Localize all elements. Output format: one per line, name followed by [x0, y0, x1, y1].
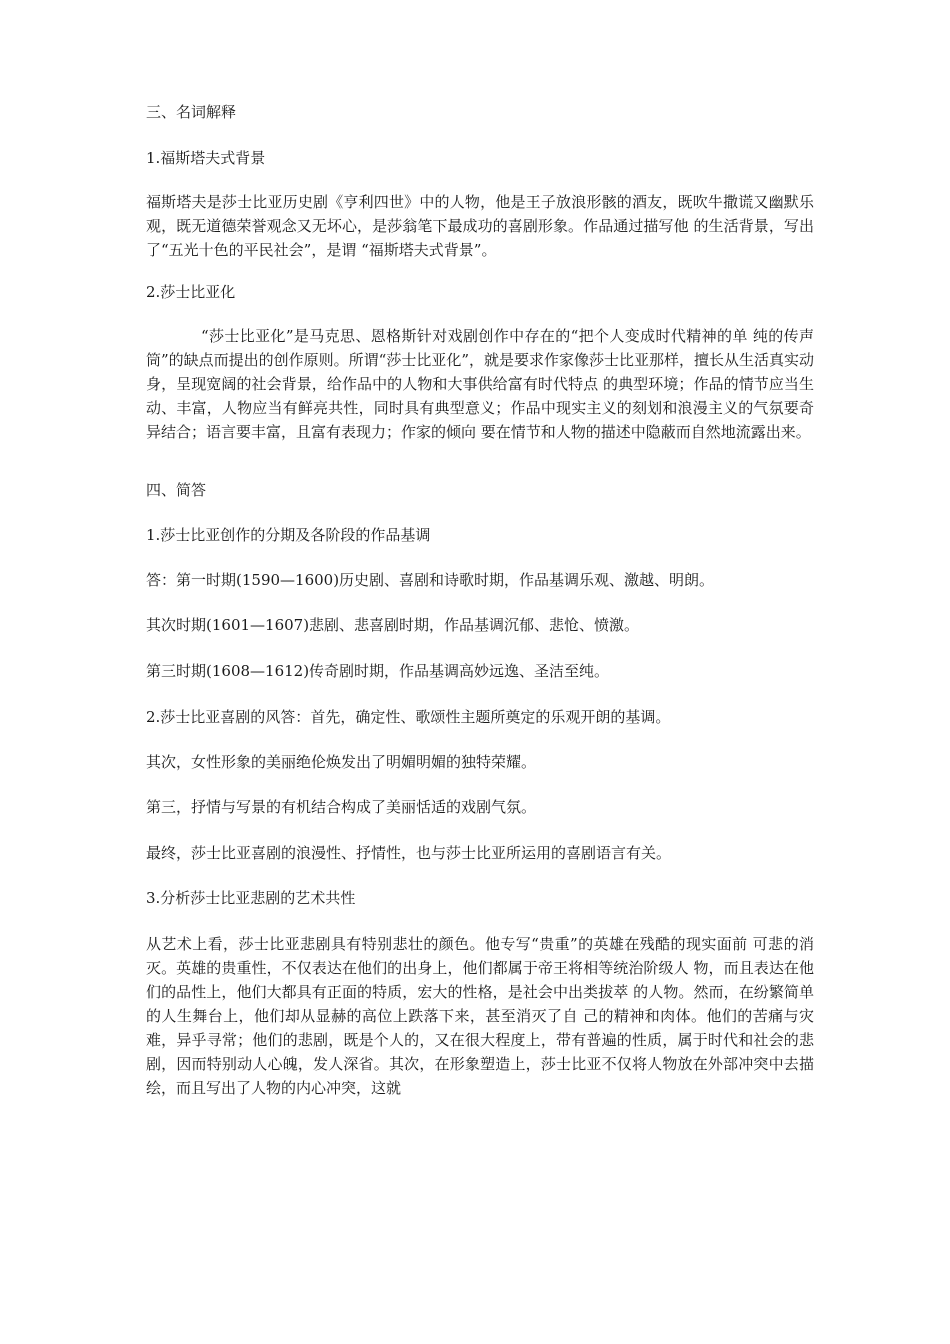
- term-title-falstaff: 1.福斯塔夫式背景: [146, 149, 266, 167]
- term-body-falstaff: 福斯塔夫是莎士比亚历史剧《亨利四世》中的人物，他是王子放浪形骸的酒友，既吹牛撒谎又幽默乐观，既无道德荣誉观念又无坏心，是莎翁笔下最成功的喜剧形象。作品通过描写他 的生活背景，写出了“五光十色的平民社会”，是谓 “福斯塔夫式背景”。: [146, 193, 814, 259]
- question-1-answer-line-1: 答：第一时期(1590—1600)历史剧、喜剧和诗歌时期，作品基调乐观、激越、明朗。: [146, 571, 715, 589]
- term-title-shakespeareanize: 2.莎士比亚化: [146, 283, 236, 301]
- section-heading-3: 三、名词解释: [146, 103, 237, 121]
- question-1-answer-line-3: 第三时期(1608—1612)传奇剧时期，作品基调高妙远逸、圣洁至纯。: [146, 662, 610, 680]
- section-heading-4: 四、简答: [146, 481, 207, 499]
- question-title-3: 3.分析莎士比亚悲剧的艺术共性: [146, 889, 356, 907]
- question-2-line-2: 其次，女性形象的美丽绝伦焕发出了明媚明媚的独特荣耀。: [146, 753, 537, 771]
- question-title-1: 1.莎士比亚创作的分期及各阶段的作品基调: [146, 526, 431, 544]
- question-2-line-4: 最终，莎士比亚喜剧的浪漫性、抒情性，也与莎士比亚所运用的喜剧语言有关。: [146, 844, 672, 862]
- term-body-shakespeareanize: “莎士比亚化”是马克思、恩格斯针对戏剧创作中存在的“把个人变成时代精神的单 纯的传声筒”的缺点而提出的创作原则。所谓“莎士比亚化”，就是要求作家像莎士比亚那样，擅长从生活真实动身，呈现宽阔的社会背景，给作品中的人物和大事供给富有时代特点 的典型环境；作品的情节应当生动、丰富，人物应当有鲜亮共性，同时具有典型意义；作品中现实主义的刻划和浪漫主义的气氛要奇异结合；语言要丰富，且富有表现力；作家的倾向 要在情节和人物的描述中隐蔽而自然地流露出来。: [146, 327, 815, 441]
- question-2-line-1: 2.莎士比亚喜剧的风答：首先，确定性、歌颂性主题所奠定的乐观开朗的基调。: [146, 708, 671, 726]
- question-2-line-3: 第三，抒情与写景的有机结合构成了美丽恬适的戏剧气氛。: [146, 798, 537, 816]
- question-3-body: 从艺术上看，莎士比亚悲剧具有特别悲壮的颜色。他专写“贵重”的英雄在残酷的现实面前 可悲的消灭。英雄的贵重性，不仅表达在他们的出身上，他们都属于帝王将相等统治阶级人 物，而且表达在他们的品性上，他们大都具有正面的特质，宏大的性格，是社会中出类拔萃 的人物。然而，在纷繁简单的人生舞台上，他们却从显赫的高位上跌落下来，甚至消灭了自 己的精神和肉体。他们的苦痛与灾难，异乎寻常；他们的悲剧，既是个人的，又在很大程度上，带有普遍的性质，属于时代和社会的悲剧，因而特别动人心魄，发人深省。其次，在形象塑造上，莎士比亚不仅将人物放在外部冲突中去描绘，而且写出了人物的内心冲突，这就: [146, 935, 814, 1097]
- question-1-answer-line-2: 其次时期(1601—1607)悲剧、悲喜剧时期，作品基调沉郁、悲怆、愤激。: [146, 616, 640, 634]
